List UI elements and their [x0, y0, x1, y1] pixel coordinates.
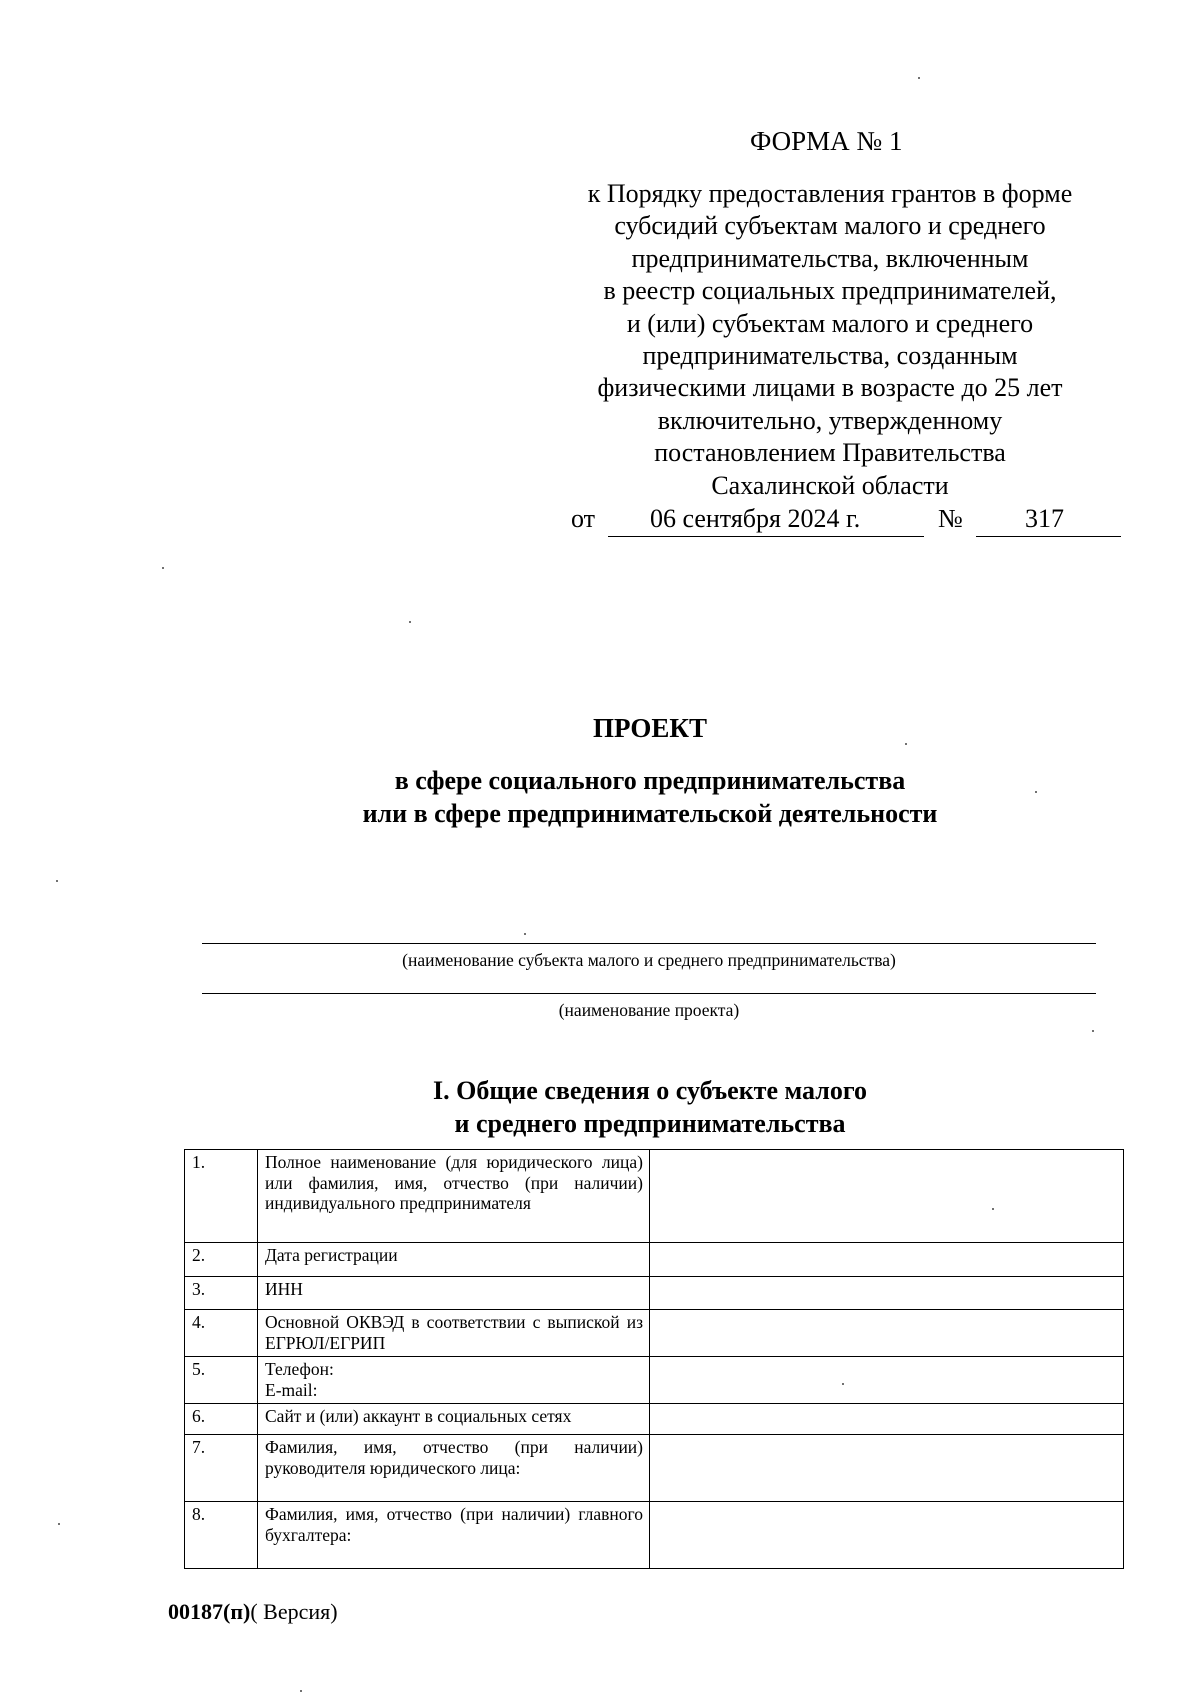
row-number: 8. [185, 1502, 258, 1569]
row-value-cell[interactable] [650, 1310, 1124, 1357]
row-label: ИНН [258, 1277, 650, 1310]
scan-speck [56, 880, 58, 882]
row-label: Основной ОКВЭД в соответствии с выпиской из ЕГРЮЛ/ЕГРИП [258, 1310, 650, 1357]
scan-speck [1092, 1030, 1094, 1032]
decree-date: 06 сентября 2024 г. [650, 504, 861, 533]
subject-name-line[interactable] [202, 943, 1096, 944]
approval-line: и (или) субъектам малого и среднего [626, 308, 1034, 338]
row-number: 4. [185, 1310, 258, 1357]
table-row [185, 1502, 1124, 1569]
project-name-caption: (наименование проекта) [558, 1000, 740, 1020]
row-number: 3. [185, 1277, 258, 1310]
approval-reference [540, 178, 1120, 502]
approval-line: в реестр социальных предпринимателей, [603, 276, 1057, 306]
project-subtitle-line: в сфере социального предпринимательства [394, 766, 906, 795]
scan-speck [1035, 791, 1037, 793]
row-number: 1. [185, 1150, 258, 1243]
scan-speck [842, 1383, 844, 1385]
scan-speck [409, 621, 411, 623]
project-subtitle-line: или в сфере предпринимательской деятельности [362, 799, 938, 828]
row-value-cell[interactable] [650, 1435, 1124, 1502]
row-value-cell[interactable] [650, 1150, 1124, 1243]
scan-speck [992, 1208, 994, 1210]
scan-speck [905, 743, 907, 745]
approval-line: субсидий субъектам малого и среднего [614, 211, 1046, 241]
table-row [185, 1243, 1124, 1277]
approval-line: предпринимательства, созданным [642, 341, 1018, 371]
approval-line: предпринимательства, включенным [631, 243, 1029, 273]
scan-speck [918, 77, 920, 79]
phone-label: Телефон: [265, 1359, 334, 1379]
general-info-table [184, 1149, 1124, 1569]
approval-line: постановлением Правительства [654, 438, 1006, 468]
decree-number: 317 [1025, 504, 1064, 533]
row-value-cell[interactable] [650, 1243, 1124, 1277]
section-title-line: I. Общие сведения о субъекте малого [432, 1076, 867, 1105]
document-version-code [168, 1599, 338, 1625]
row-label: Фамилия, имя, отчество (при наличии) главного бухгалтера: [258, 1502, 650, 1569]
row-number: 5. [185, 1357, 258, 1404]
approval-line: к Порядку предоставления грантов в форме [587, 179, 1073, 208]
number-underline [976, 536, 1121, 537]
table-row [185, 1277, 1124, 1310]
date-prefix: от [571, 504, 596, 533]
row-number: 7. [185, 1435, 258, 1502]
row-number: 6. [185, 1404, 258, 1435]
row-label: Полное наименование (для юридического лица) или фамилия, имя, отчество (при наличии) индивидуального предпринимателя [258, 1150, 650, 1243]
approval-line: включительно, утвержденному [657, 405, 1003, 435]
scan-speck [300, 1690, 302, 1692]
project-title: ПРОЕКТ [593, 713, 707, 743]
form-title: ФОРМА № 1 [750, 126, 903, 156]
scan-speck [524, 933, 526, 935]
row-value-cell[interactable] [650, 1404, 1124, 1435]
table-row [185, 1404, 1124, 1435]
approval-line: физическими лицами в возрасте до 25 лет [597, 373, 1063, 403]
row-number: 2. [185, 1243, 258, 1277]
row-label [258, 1357, 650, 1404]
row-label: Сайт и (или) аккаунт в социальных сетях [258, 1404, 650, 1435]
row-value-cell[interactable] [650, 1357, 1124, 1404]
scan-speck [58, 1523, 60, 1525]
row-label: Фамилия, имя, отчество (при наличии) руководителя юридического лица: [258, 1435, 650, 1502]
approval-line: Сахалинской области [711, 470, 949, 500]
version-code-number: 00187(п) [168, 1599, 251, 1624]
table-row [185, 1150, 1124, 1243]
section-1-title [0, 1074, 1200, 1140]
scan-speck [162, 567, 164, 569]
email-label: E-mail: [265, 1379, 318, 1400]
row-label: Дата регистрации [258, 1243, 650, 1277]
table-row [185, 1357, 1124, 1404]
project-name-line[interactable] [202, 993, 1096, 994]
section-title-line: и среднего предпринимательства [454, 1109, 846, 1138]
date-underline [608, 536, 924, 537]
table-row [185, 1310, 1124, 1357]
version-code-label: ( Версия) [250, 1599, 338, 1624]
subject-name-caption: (наименование субъекта малого и среднего предпринимательства) [402, 950, 896, 970]
project-subtitle [0, 764, 1200, 830]
row-value-cell[interactable] [650, 1277, 1124, 1310]
row-value-cell[interactable] [650, 1502, 1124, 1569]
number-prefix: № [938, 504, 963, 533]
table-row [185, 1435, 1124, 1502]
